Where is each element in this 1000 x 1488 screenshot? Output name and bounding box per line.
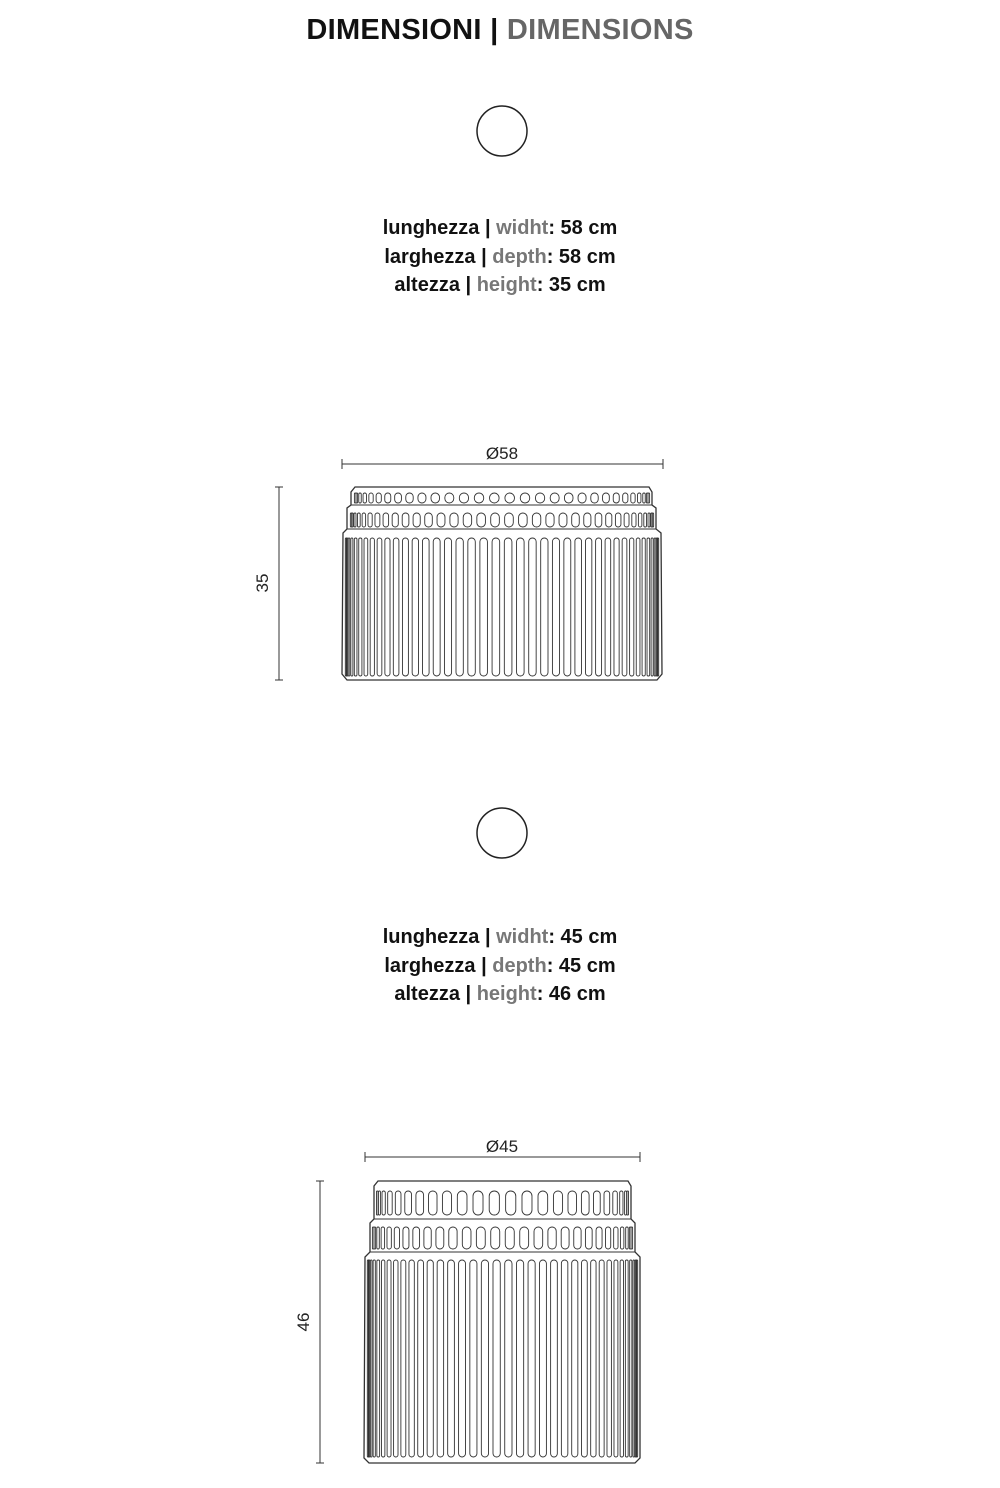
flute bbox=[492, 538, 500, 676]
title-separator: | bbox=[481, 14, 507, 46]
flute bbox=[548, 1227, 556, 1249]
flute bbox=[369, 493, 373, 503]
flute bbox=[402, 513, 409, 527]
flute bbox=[622, 538, 627, 676]
flute bbox=[393, 538, 399, 676]
spec-label-en: height bbox=[476, 983, 537, 1005]
height-label-1: 35 bbox=[253, 573, 272, 593]
flute bbox=[394, 1227, 399, 1249]
spec-label-en: widht bbox=[496, 926, 549, 948]
flute bbox=[529, 538, 536, 676]
flute bbox=[591, 493, 598, 503]
flute bbox=[354, 538, 357, 676]
flute bbox=[652, 513, 654, 527]
flute bbox=[552, 538, 559, 676]
flute bbox=[506, 1191, 516, 1215]
flute bbox=[476, 1227, 485, 1249]
spec-sep: | bbox=[479, 926, 497, 948]
flute bbox=[413, 1227, 420, 1249]
height-label-2: 46 bbox=[294, 1312, 313, 1332]
flute bbox=[448, 1260, 455, 1457]
flute bbox=[387, 1260, 391, 1457]
flute bbox=[437, 513, 445, 527]
flute bbox=[413, 513, 420, 527]
flute bbox=[374, 1227, 376, 1249]
spec-value: : 58 cm bbox=[548, 217, 618, 239]
flute bbox=[468, 538, 475, 676]
spec-value: : 45 cm bbox=[548, 926, 618, 948]
flute bbox=[373, 1260, 375, 1457]
flute bbox=[606, 513, 612, 527]
flute bbox=[363, 493, 366, 503]
flute bbox=[614, 538, 619, 676]
flute bbox=[585, 1227, 592, 1249]
flute bbox=[463, 513, 471, 527]
title-italian: DIMENSIONI bbox=[306, 14, 482, 46]
flute bbox=[528, 1260, 535, 1457]
flute bbox=[505, 493, 515, 503]
flute bbox=[442, 1191, 451, 1215]
flute bbox=[473, 1191, 483, 1215]
flute bbox=[578, 493, 586, 503]
flute bbox=[377, 1260, 380, 1457]
flute bbox=[489, 1191, 499, 1215]
flute bbox=[623, 493, 628, 503]
flute bbox=[575, 538, 582, 676]
flute bbox=[546, 513, 554, 527]
flute bbox=[385, 538, 390, 676]
flute bbox=[470, 1260, 477, 1457]
flute bbox=[356, 493, 358, 503]
flute bbox=[586, 538, 592, 676]
diameter-label-1: Ø58 bbox=[485, 444, 519, 463]
spec-label-it: larghezza bbox=[384, 954, 476, 977]
flute bbox=[561, 1260, 567, 1457]
flute bbox=[522, 1191, 532, 1215]
flute bbox=[444, 538, 451, 676]
flute bbox=[654, 538, 656, 676]
flute bbox=[395, 1191, 401, 1215]
flute bbox=[406, 493, 413, 503]
flute bbox=[424, 1227, 431, 1249]
flute bbox=[620, 1191, 623, 1215]
flute bbox=[377, 538, 382, 676]
flute bbox=[643, 493, 645, 503]
spec-label-it: altezza bbox=[394, 274, 460, 296]
spec-label-it: lunghezza bbox=[382, 926, 480, 948]
flute bbox=[357, 513, 360, 527]
flute bbox=[620, 1227, 623, 1249]
flute bbox=[553, 1191, 562, 1215]
flute bbox=[605, 538, 611, 676]
flute bbox=[613, 1191, 618, 1215]
flute bbox=[520, 493, 529, 503]
flute bbox=[550, 493, 559, 503]
flute bbox=[505, 1260, 512, 1457]
flute bbox=[595, 513, 602, 527]
flute bbox=[368, 513, 372, 527]
flute bbox=[376, 493, 381, 503]
flute bbox=[620, 1260, 623, 1457]
flute bbox=[647, 538, 650, 676]
flute bbox=[505, 1227, 514, 1249]
spec-label-en: depth bbox=[492, 954, 547, 977]
flute bbox=[626, 1227, 628, 1249]
flute bbox=[352, 513, 354, 527]
flute bbox=[377, 1227, 379, 1249]
top-view-circle-2 bbox=[477, 808, 527, 858]
flute bbox=[491, 1227, 500, 1249]
flute bbox=[534, 1227, 543, 1249]
flute bbox=[627, 1191, 629, 1215]
flute bbox=[412, 538, 418, 676]
spec-sep: | bbox=[459, 274, 477, 296]
flute bbox=[614, 1227, 618, 1249]
flute bbox=[425, 513, 433, 527]
flute bbox=[437, 1260, 443, 1457]
flute bbox=[450, 513, 458, 527]
flute bbox=[433, 538, 440, 676]
flute bbox=[638, 513, 641, 527]
flute bbox=[364, 538, 368, 676]
flute bbox=[505, 513, 514, 527]
flute bbox=[385, 493, 391, 503]
flute bbox=[354, 513, 356, 527]
flute bbox=[401, 1260, 406, 1457]
flute bbox=[630, 538, 634, 676]
flute bbox=[539, 1260, 546, 1457]
flute bbox=[541, 538, 548, 676]
flute bbox=[648, 513, 650, 527]
flute bbox=[516, 1260, 523, 1457]
flute bbox=[392, 513, 398, 527]
flute bbox=[535, 493, 544, 503]
height-dimension-2 bbox=[316, 1181, 324, 1463]
flute bbox=[459, 493, 468, 503]
flute bbox=[632, 513, 636, 527]
flute bbox=[445, 493, 454, 503]
flute bbox=[418, 493, 426, 503]
flute bbox=[429, 1191, 437, 1215]
flute bbox=[630, 1260, 632, 1457]
flute bbox=[642, 538, 645, 676]
flute bbox=[606, 1227, 611, 1249]
flute bbox=[651, 538, 653, 676]
flute bbox=[416, 1191, 424, 1215]
flute bbox=[436, 1227, 444, 1249]
spec-value: : 35 cm bbox=[536, 274, 606, 296]
lamp-1-flutes bbox=[345, 493, 658, 676]
flute bbox=[625, 1191, 627, 1215]
flute bbox=[631, 493, 635, 503]
lamp-2-flutes bbox=[367, 1191, 637, 1457]
flute bbox=[572, 1260, 578, 1457]
diameter-label-2: Ø45 bbox=[485, 1137, 519, 1156]
flute bbox=[370, 1260, 372, 1457]
flute bbox=[480, 538, 488, 676]
flute bbox=[462, 1227, 471, 1249]
flute bbox=[457, 1191, 467, 1215]
spec-label-en: widht bbox=[496, 217, 549, 239]
flute bbox=[559, 513, 567, 527]
flute bbox=[388, 1191, 393, 1215]
flute bbox=[636, 538, 640, 676]
flute bbox=[409, 1260, 414, 1457]
spec-value: : 46 cm bbox=[536, 983, 606, 1005]
spec-label-it: altezza bbox=[394, 983, 460, 1005]
flute bbox=[449, 1227, 457, 1249]
flute bbox=[584, 513, 591, 527]
flute bbox=[370, 538, 374, 676]
spec-sep: | bbox=[475, 245, 493, 268]
flute bbox=[561, 1227, 569, 1249]
spec-sep: | bbox=[475, 954, 493, 977]
flute bbox=[351, 538, 353, 676]
flute bbox=[638, 493, 641, 503]
flute bbox=[359, 493, 361, 503]
flute bbox=[418, 1260, 424, 1457]
flute bbox=[456, 538, 463, 676]
flute bbox=[402, 538, 408, 676]
flute bbox=[644, 513, 647, 527]
flute bbox=[405, 1191, 412, 1215]
flute bbox=[594, 1191, 601, 1215]
height-dimension-1 bbox=[275, 487, 283, 680]
flute bbox=[477, 513, 486, 527]
flute bbox=[362, 513, 365, 527]
flute bbox=[564, 493, 573, 503]
spec-sep: | bbox=[459, 983, 477, 1005]
flute bbox=[596, 1227, 602, 1249]
flute bbox=[532, 513, 540, 527]
flute bbox=[568, 1191, 576, 1215]
flute bbox=[381, 1227, 384, 1249]
flute bbox=[517, 538, 525, 676]
flute bbox=[493, 1260, 500, 1457]
flute bbox=[551, 1260, 558, 1457]
flute bbox=[520, 1227, 529, 1249]
flute bbox=[395, 493, 402, 503]
flute bbox=[607, 1260, 611, 1457]
flute bbox=[603, 493, 610, 503]
flute bbox=[490, 493, 500, 503]
flute bbox=[491, 513, 500, 527]
flute bbox=[599, 1260, 604, 1457]
flute bbox=[431, 493, 440, 503]
flute bbox=[382, 1260, 385, 1457]
flute bbox=[378, 1191, 380, 1215]
flute bbox=[519, 513, 528, 527]
title-english: DIMENSIONS bbox=[506, 14, 694, 46]
flute bbox=[614, 1260, 618, 1457]
flute bbox=[625, 1260, 628, 1457]
flute bbox=[427, 1260, 433, 1457]
flute bbox=[631, 1227, 633, 1249]
spec-label-en: height bbox=[476, 274, 537, 296]
flute bbox=[459, 1260, 466, 1457]
flute bbox=[564, 538, 571, 676]
top-view-circle-1 bbox=[477, 106, 527, 156]
flute bbox=[581, 1191, 589, 1215]
spec-label-it: lunghezza bbox=[382, 217, 480, 239]
flute bbox=[591, 1260, 596, 1457]
flute bbox=[648, 493, 650, 503]
spec-value: : 45 cm bbox=[546, 954, 616, 977]
flute bbox=[538, 1191, 548, 1215]
flute bbox=[348, 538, 350, 676]
flute bbox=[604, 1191, 610, 1215]
flute bbox=[633, 1260, 635, 1457]
spec-label-it: larghezza bbox=[384, 245, 476, 268]
flute bbox=[624, 513, 629, 527]
flute bbox=[403, 1227, 409, 1249]
flute bbox=[481, 1260, 488, 1457]
flute bbox=[574, 1227, 581, 1249]
flute bbox=[504, 538, 512, 676]
flute bbox=[572, 513, 580, 527]
flute bbox=[382, 1191, 385, 1215]
spec-sep: | bbox=[479, 217, 497, 239]
flute bbox=[422, 538, 429, 676]
flute bbox=[375, 513, 380, 527]
flute bbox=[387, 1227, 391, 1249]
flute bbox=[383, 513, 389, 527]
flute bbox=[613, 493, 619, 503]
flute bbox=[376, 1191, 378, 1215]
flute bbox=[359, 538, 362, 676]
flute bbox=[596, 538, 602, 676]
spec-value: : 58 cm bbox=[546, 245, 616, 268]
flute bbox=[474, 493, 483, 503]
flute bbox=[615, 513, 621, 527]
flute bbox=[394, 1260, 398, 1457]
spec-label-en: depth bbox=[492, 245, 547, 268]
flute bbox=[581, 1260, 587, 1457]
